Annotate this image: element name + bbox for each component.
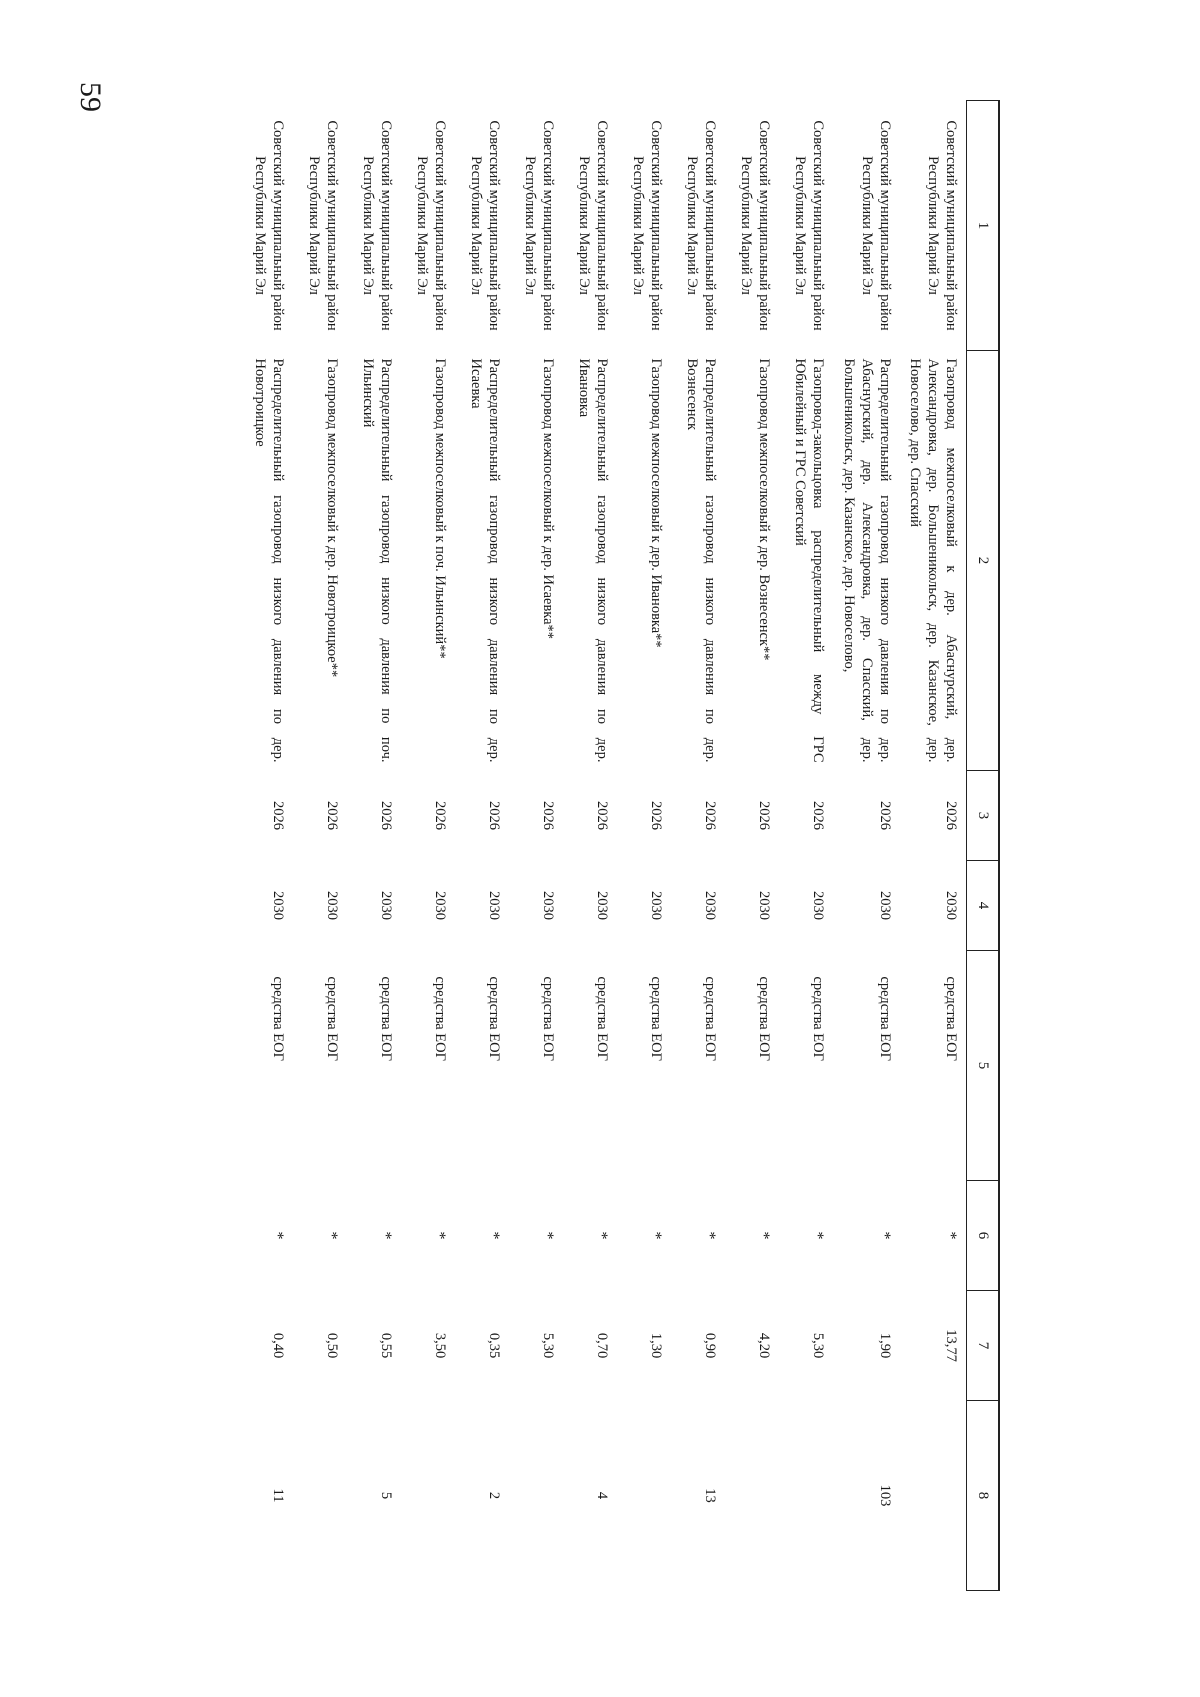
region-cell: Советский муниципальный район Республики Марий Эл <box>738 120 773 331</box>
end-year-cell: 2030 <box>270 891 287 920</box>
mark-cell: * <box>485 1231 503 1240</box>
object-cell: Газопровод межпоселковый к дер. Абаснурский, дер. Александровка, дер. Большеникольск, дер. Казанское, дер. Новоселово, дер. Спасский <box>907 358 960 763</box>
column-header: 7 <box>967 1291 999 1401</box>
object-cell: Газопровод межпоселковый к дер. Вознесенск** <box>756 358 773 661</box>
column-header: 2 <box>967 351 999 771</box>
funding-source-cell: средства ЕОГ <box>594 976 611 1062</box>
start-year-cell: 2026 <box>943 801 960 830</box>
table-row <box>510 101 564 1591</box>
funding-source-cell: средства ЕОГ <box>540 976 557 1062</box>
table-row <box>618 101 672 1591</box>
object-cell: Газопровод межпоселковый к дер. Новотроицкое** <box>324 358 341 678</box>
table-row <box>240 101 294 1591</box>
mark-cell: * <box>809 1231 827 1240</box>
length-cell: 0,55 <box>378 1332 395 1359</box>
table-row <box>726 101 780 1591</box>
length-cell: 4,20 <box>756 1332 773 1359</box>
region-cell: Советский муниципальный район Республики Марий Эл <box>360 120 395 331</box>
end-year-cell: 2030 <box>378 891 395 920</box>
object-cell: Газопровод межпоселковый к дер. Ивановка** <box>648 358 665 648</box>
length-cell: 3,50 <box>432 1332 449 1359</box>
object-cell: Распределительный газопровод низкого давления по дер. Вознесенск <box>684 358 719 763</box>
region-cell: Советский муниципальный район Республики Марий Эл <box>925 120 960 331</box>
funding-source-cell: средства ЕОГ <box>876 976 893 1062</box>
mark-cell: * <box>701 1231 719 1240</box>
object-cell: Распределительный газопровод низкого давления по поч. Ильинский <box>360 358 395 763</box>
table-row <box>348 101 402 1591</box>
table-row <box>900 101 967 1591</box>
region-cell: Советский муниципальный район Республики Марий Эл <box>792 120 827 331</box>
column-header: 3 <box>967 771 999 861</box>
mark-cell: * <box>377 1231 395 1240</box>
start-year-cell: 2026 <box>876 801 893 830</box>
table-row <box>294 101 348 1591</box>
start-year-cell: 2026 <box>756 801 773 830</box>
end-year-cell: 2030 <box>876 891 893 920</box>
object-cell: Распределительный газопровод низкого давления по дер. Абаснурский, дер. Александровка, дер. Спасский, дер. Большеникольск, дер. Казанское, дер. Новоселово, <box>840 358 893 763</box>
funding-source-cell: средства ЕОГ <box>943 976 960 1062</box>
length-cell: 13,77 <box>943 1329 960 1362</box>
table-row <box>834 101 900 1591</box>
mark-cell: * <box>755 1231 773 1240</box>
start-year-cell: 2026 <box>378 801 395 830</box>
page-number: 59 <box>74 82 107 112</box>
rotated-table-sheet <box>200 100 1000 1590</box>
length-cell: 1,90 <box>876 1332 893 1359</box>
start-year-cell: 2026 <box>486 801 503 830</box>
table-row <box>564 101 618 1591</box>
funding-source-cell: средства ЕОГ <box>648 976 665 1062</box>
funding-source-cell: средства ЕОГ <box>324 976 341 1062</box>
funding-source-cell: средства ЕОГ <box>432 976 449 1062</box>
count-cell <box>780 1401 834 1591</box>
table-row <box>780 101 834 1591</box>
end-year-cell: 2030 <box>756 891 773 920</box>
column-header: 4 <box>967 861 999 951</box>
start-year-cell: 2026 <box>648 801 665 830</box>
mark-cell: * <box>431 1231 449 1240</box>
end-year-cell: 2030 <box>594 891 611 920</box>
count-cell: 13 <box>702 1488 719 1503</box>
column-header: 8 <box>967 1401 999 1591</box>
end-year-cell: 2030 <box>540 891 557 920</box>
region-cell: Советский муниципальный район Республики Марий Эл <box>684 120 719 331</box>
region-cell: Советский муниципальный район Республики Марий Эл <box>858 120 893 331</box>
column-header: 6 <box>967 1181 999 1291</box>
count-cell <box>726 1401 780 1591</box>
end-year-cell: 2030 <box>648 891 665 920</box>
region-cell: Советский муниципальный район Республики Марий Эл <box>630 120 665 331</box>
column-number-row <box>967 101 999 1591</box>
mark-cell: * <box>269 1231 287 1240</box>
length-cell: 0,70 <box>594 1332 611 1359</box>
end-year-cell: 2030 <box>486 891 503 920</box>
table-row <box>456 101 510 1591</box>
region-cell: Советский муниципальный район Республики Марий Эл <box>468 120 503 331</box>
count-cell <box>510 1401 564 1591</box>
length-cell: 0,35 <box>486 1332 503 1359</box>
count-cell: 11 <box>270 1488 287 1503</box>
object-cell: Газопровод межпоселковый к поч. Ильинский** <box>432 358 449 659</box>
region-cell: Советский муниципальный район Республики Марий Эл <box>414 120 449 331</box>
funding-source-cell: средства ЕОГ <box>270 976 287 1062</box>
funding-source-cell: средства ЕОГ <box>378 976 395 1062</box>
start-year-cell: 2026 <box>540 801 557 830</box>
table-row <box>402 101 456 1591</box>
start-year-cell: 2026 <box>432 801 449 830</box>
region-cell: Советский муниципальный район Республики Марий Эл <box>522 120 557 331</box>
length-cell: 0,50 <box>324 1332 341 1359</box>
count-cell <box>900 1401 967 1591</box>
length-cell: 0,40 <box>270 1332 287 1359</box>
funding-source-cell: средства ЕОГ <box>756 976 773 1062</box>
count-cell: 103 <box>876 1484 893 1507</box>
mark-cell: * <box>875 1231 893 1240</box>
start-year-cell: 2026 <box>324 801 341 830</box>
mark-cell: * <box>539 1231 557 1240</box>
length-cell: 5,30 <box>810 1332 827 1359</box>
end-year-cell: 2030 <box>702 891 719 920</box>
count-cell: 5 <box>378 1491 395 1500</box>
funding-source-cell: средства ЕОГ <box>486 976 503 1062</box>
funding-source-cell: средства ЕОГ <box>702 976 719 1062</box>
end-year-cell: 2030 <box>324 891 341 920</box>
table-row <box>672 101 726 1591</box>
end-year-cell: 2030 <box>810 891 827 920</box>
start-year-cell: 2026 <box>270 801 287 830</box>
object-cell: Газопровод-закольцовка распределительный между ГРС Юбилейный и ГРС Советский <box>792 358 827 763</box>
length-cell: 0,90 <box>702 1332 719 1359</box>
object-cell: Распределительный газопровод низкого давления по дер. Исаевка <box>468 358 503 763</box>
region-cell: Советский муниципальный район Республики Марий Эл <box>306 120 341 331</box>
end-year-cell: 2030 <box>432 891 449 920</box>
mark-cell: * <box>647 1231 665 1240</box>
start-year-cell: 2026 <box>810 801 827 830</box>
object-cell: Распределительный газопровод низкого давления по дер. Новотроицкое <box>252 358 287 763</box>
object-cell: Газопровод межпоселковый к дер. Исаевка** <box>540 358 557 640</box>
length-cell: 5,30 <box>540 1332 557 1359</box>
count-cell <box>402 1401 456 1591</box>
end-year-cell: 2030 <box>943 891 960 920</box>
mark-cell: * <box>593 1231 611 1240</box>
length-cell: 1,30 <box>648 1332 665 1359</box>
start-year-cell: 2026 <box>594 801 611 830</box>
funding-source-cell: средства ЕОГ <box>810 976 827 1062</box>
count-cell <box>294 1401 348 1591</box>
table-body <box>240 101 967 1591</box>
start-year-cell: 2026 <box>702 801 719 830</box>
column-header: 5 <box>967 951 999 1181</box>
count-cell <box>618 1401 672 1591</box>
region-cell: Советский муниципальный район Республики Марий Эл <box>576 120 611 331</box>
object-cell: Распределительный газопровод низкого давления по дер. Ивановка <box>576 358 611 763</box>
gas-pipeline-table <box>240 100 1001 1591</box>
mark-cell: * <box>323 1231 341 1240</box>
count-cell: 4 <box>594 1491 611 1500</box>
mark-cell: * <box>942 1231 960 1240</box>
count-cell: 2 <box>486 1491 503 1500</box>
region-cell: Советский муниципальный район Республики Марий Эл <box>252 120 287 331</box>
column-header: 1 <box>967 101 999 351</box>
